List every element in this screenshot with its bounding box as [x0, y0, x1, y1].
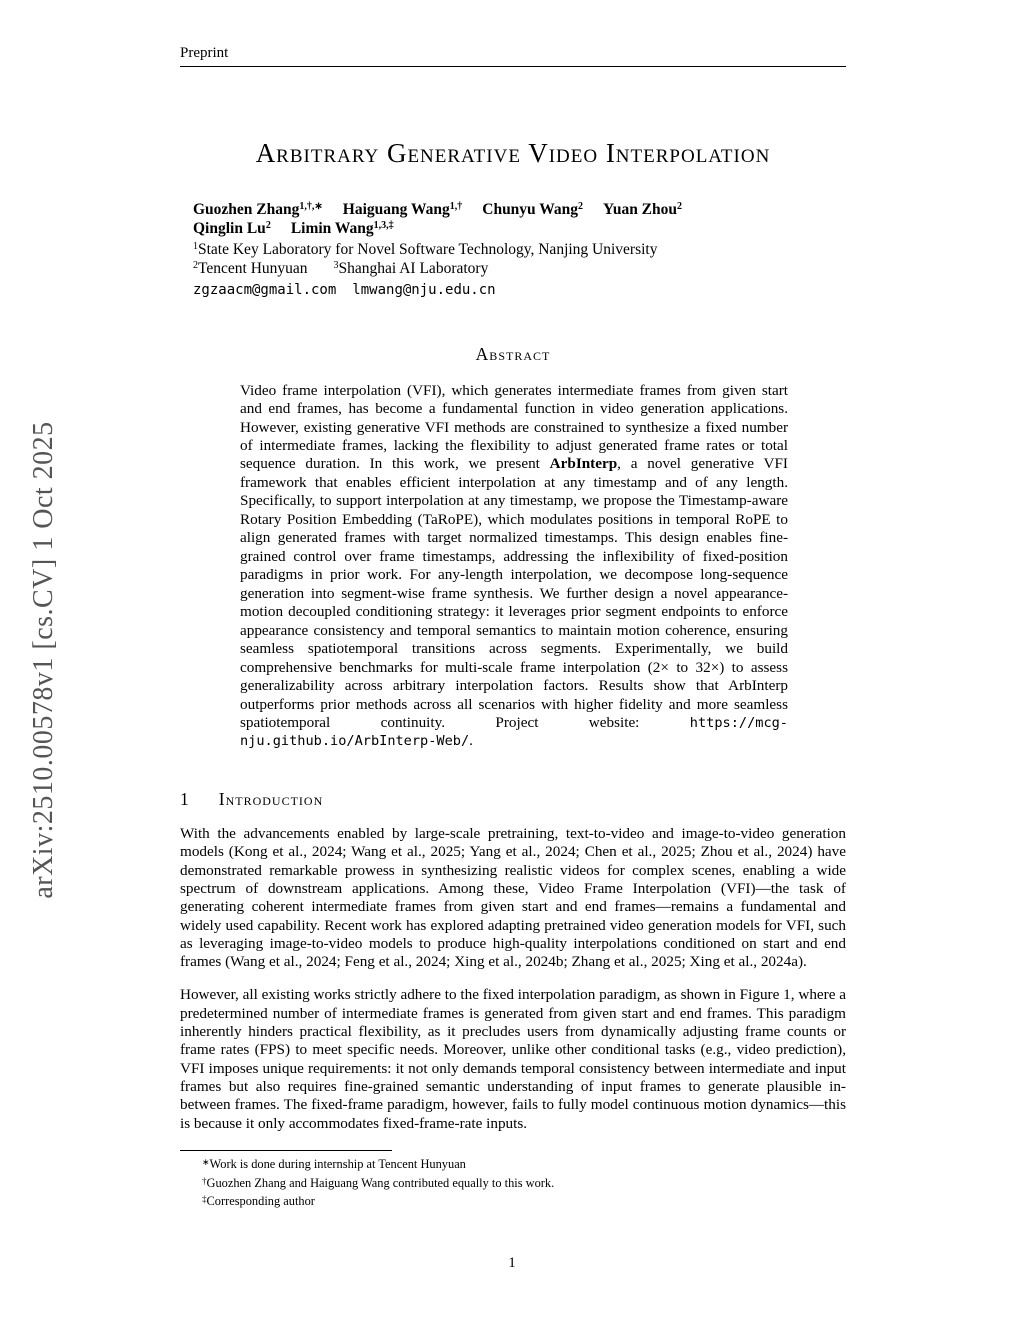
footnote-block	[180, 1155, 846, 1211]
abstract-bold-term: ArbInterp	[549, 455, 618, 473]
footnote-symbol: †	[202, 1175, 207, 1186]
abstract-text: , a novel generative VFI framework that enables efficient interpolation at any timestamp and of any length. Specifically, to support interpolation at any timestamp, we propose the Timestamp-aware Rotary Position Embedding (TaRoPE), which modulates positions in temporal RoPE to align generated frames with target normalized timestamps. This design enables fine-grained control over frame timestamps, addressing the inflexibility of fixed-position paradigms in prior work. For any-length interpolation, we decompose long-sequence generation into segment-wise frame synthesis. We further design a novel appearance-motion decoupled conditioning strategy: it leverages prior segment endpoints to enforce appearance consistency and temporal semantics to maintain motion coherence, ensuring seamless spatiotemporal transitions across segments. Experimentally, we build comprehensive benchmarks for multi-scale frame interpolation (2× to 32×) to assess generalizability across arbitrary interpolation factors. Results show that ArbInterp outperforms prior methods across all scenarios with higher fidelity and more seamless spatiotemporal continuity. Project website:	[240, 455, 788, 731]
affiliation-text: Tencent Hunyuan	[198, 259, 308, 277]
intro-paragraph-1: With the advancements enabled by large-scale pretraining, text-to-video and image-to-video generation models (Kong et al., 2024; Wang et al., 2025; Yang et al., 2024; Chen et al., 2025; Zhou et al., 2024) have demonstrated remarkable prowess in synthesizing realistic videos for complex scenes, enabling a wide spectrum of downstream applications. Among these, Video Frame Interpolation (VFI)—the task of generating coherent intermediate frames from given start and end frames—remains a fundamental and widely used capability. Recent work has explored adapting pretrained video generation models for VFI, such as leveraging image-to-video models to produce high-quality interpolations conditioned on start and end frames (Wang et al., 2024; Feng et al., 2024; Xing et al., 2024b; Zhang et al., 2025; Xing et al., 2024a).	[180, 824, 846, 971]
affiliation-text: State Key Laboratory for Novel Software Technology, Nanjing University	[198, 240, 658, 258]
author-text: Guozhen Zhang	[193, 201, 300, 218]
author-text: Limin Wang	[290, 220, 374, 238]
affiliation-superscript: 2	[193, 259, 198, 271]
email-link[interactable]: zgzaacm@gmail.com	[193, 281, 337, 298]
footnote-text: Corresponding author	[206, 1194, 315, 1209]
author-text: Qinglin Lu	[193, 220, 266, 238]
author-superscript: 1,†,∗	[299, 201, 323, 212]
author-superscript: 2	[578, 201, 584, 212]
affiliation-line	[193, 260, 846, 279]
footnote	[180, 1155, 846, 1174]
footnote-text: Work is done during internship at Tencent Hunyuan	[209, 1156, 466, 1171]
author-name	[193, 220, 271, 237]
footnote-symbol: ‡	[202, 1194, 207, 1205]
footnote-rule	[180, 1150, 392, 1151]
affiliation-block	[193, 241, 846, 279]
affiliation-superscript: 1	[193, 240, 198, 252]
author-text: Chunyu Wang	[482, 201, 579, 218]
project-website-link[interactable]: https://mcg-nju.github.io/ArbInterp-Web/	[240, 715, 788, 750]
author-text: Haiguang Wang	[342, 201, 450, 218]
author-name	[603, 201, 682, 218]
author-block	[193, 200, 846, 239]
section-number: 1	[180, 788, 189, 809]
email-link[interactable]: lmwang@nju.edu.cn	[352, 281, 496, 298]
arxiv-stamp: arXiv:2510.00578v1 [cs.CV] 1 Oct 2025	[28, 421, 59, 899]
author-text: Yuan Zhou	[603, 201, 678, 218]
footnote	[180, 1192, 846, 1211]
abstract-text: Video frame interpolation (VFI), which generates intermediate frames from given start and end frames, has become a fundamental function in video generation applications. However, existing generative VFI methods are constrained to synthesize a fixed number of intermediate frames, lacking the flexibility to adjust generated frame rates or total sequence duration. In this work, we present	[240, 381, 788, 473]
footnote	[180, 1174, 846, 1193]
affiliation-text: Shanghai AI Laboratory	[338, 259, 489, 277]
author-superscript: 2	[677, 201, 683, 212]
content-column	[180, 0, 846, 1211]
abstract-body	[180, 382, 846, 751]
author-name	[193, 201, 323, 218]
section-title: Introduction	[218, 788, 324, 809]
preprint-label: Preprint	[180, 45, 229, 61]
author-superscript: 1,†	[449, 201, 463, 212]
abstract-text: .	[469, 732, 473, 750]
author-name	[482, 201, 583, 218]
author-name	[291, 220, 394, 237]
page-number: 1	[508, 1255, 516, 1271]
author-name	[343, 201, 462, 218]
intro-paragraph-2: However, all existing works strictly adhere to the fixed interpolation paradigm, as shown in Figure 1, where a predetermined number of intermediate frames is generated from given start and end frames. This paradigm inherently hinders practical flexibility, as it precludes users from dynamically adjusting frame counts or frame rates (FPS) to meet specific needs. Moreover, unlike other conditional tasks (e.g., video prediction), VFI imposes unique requirements: it not only demands temporal consistency between intermediate and input frames but also requires fine-grained semantic understanding of input frames to generate plausible in-between frames. The fixed-frame paradigm, however, fails to fully model continuous motion dynamics—this is because it only accommodates fixed-frame-rate inputs.	[180, 986, 846, 1132]
header-rule	[180, 66, 846, 67]
footnote-symbol: ∗	[202, 1156, 210, 1167]
email-line	[193, 282, 846, 298]
paper-title: Arbitrary Generative Video Interpolation	[255, 138, 771, 168]
footnote-text: Guozhen Zhang and Haiguang Wang contributed equally to this work.	[206, 1175, 555, 1190]
affiliation-superscript: 3	[333, 259, 339, 271]
section-heading-introduction	[180, 789, 846, 810]
affiliation-line	[193, 241, 846, 260]
abstract-heading: Abstract	[475, 343, 551, 364]
author-superscript: 2	[265, 220, 271, 232]
author-superscript: 1,3,‡	[373, 220, 394, 232]
